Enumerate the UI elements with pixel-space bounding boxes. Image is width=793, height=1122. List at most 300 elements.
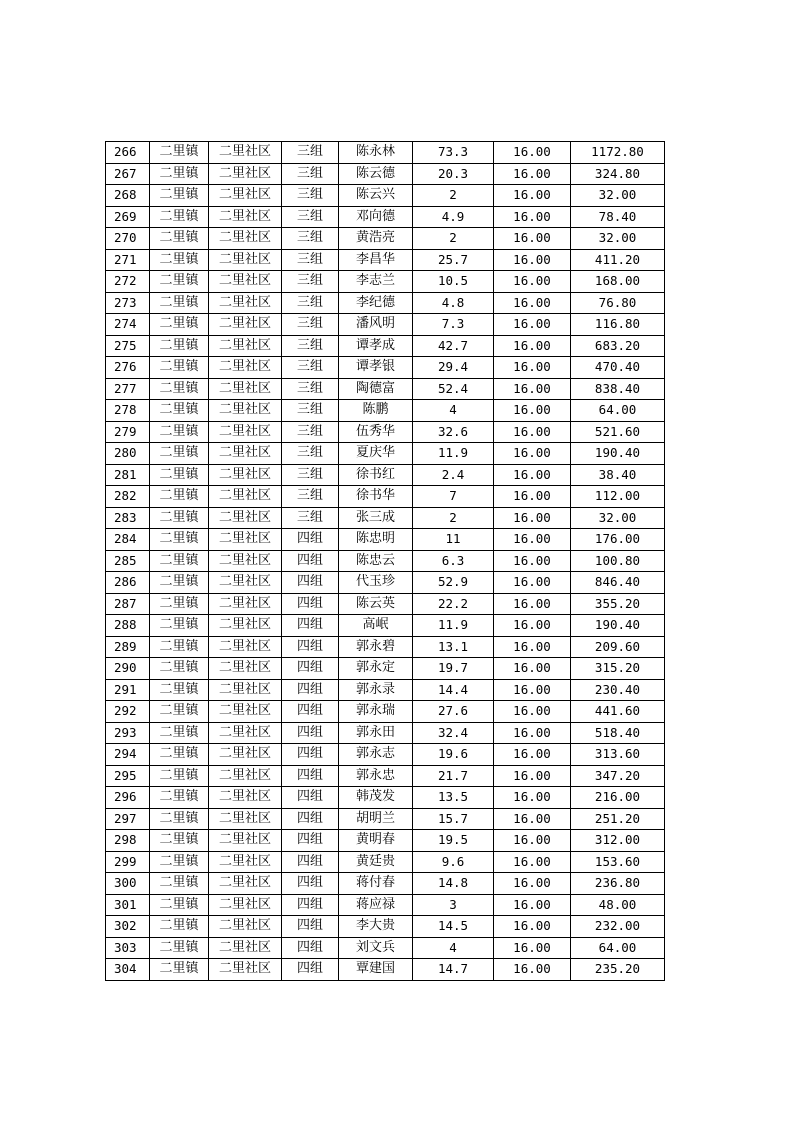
amount-cell: 112.00 bbox=[571, 486, 665, 508]
amount-cell: 324.80 bbox=[571, 163, 665, 185]
area-cell: 21.7 bbox=[413, 765, 494, 787]
amount-cell: 838.40 bbox=[571, 378, 665, 400]
group-cell: 四组 bbox=[282, 830, 339, 852]
name-cell: 郭永田 bbox=[339, 722, 413, 744]
area-cell: 19.6 bbox=[413, 744, 494, 766]
town-cell: 二里镇 bbox=[150, 185, 209, 207]
amount-cell: 235.20 bbox=[571, 959, 665, 981]
row-number-cell: 274 bbox=[106, 314, 150, 336]
community-cell: 二里社区 bbox=[209, 357, 282, 379]
rate-cell: 16.00 bbox=[494, 507, 571, 529]
area-cell: 11.9 bbox=[413, 443, 494, 465]
amount-cell: 209.60 bbox=[571, 636, 665, 658]
name-cell: 郭永定 bbox=[339, 658, 413, 680]
name-cell: 徐书华 bbox=[339, 486, 413, 508]
rate-cell: 16.00 bbox=[494, 636, 571, 658]
community-cell: 二里社区 bbox=[209, 636, 282, 658]
community-cell: 二里社区 bbox=[209, 507, 282, 529]
group-cell: 四组 bbox=[282, 894, 339, 916]
amount-cell: 176.00 bbox=[571, 529, 665, 551]
group-cell: 四组 bbox=[282, 959, 339, 981]
subsidy-table bbox=[105, 141, 665, 981]
amount-cell: 411.20 bbox=[571, 249, 665, 271]
area-cell: 73.3 bbox=[413, 142, 494, 164]
group-cell: 四组 bbox=[282, 636, 339, 658]
row-number-cell: 298 bbox=[106, 830, 150, 852]
community-cell: 二里社区 bbox=[209, 378, 282, 400]
community-cell: 二里社区 bbox=[209, 292, 282, 314]
table-row bbox=[106, 787, 665, 809]
group-cell: 四组 bbox=[282, 615, 339, 637]
area-cell: 7 bbox=[413, 486, 494, 508]
name-cell: 郭永志 bbox=[339, 744, 413, 766]
rate-cell: 16.00 bbox=[494, 658, 571, 680]
row-number-cell: 280 bbox=[106, 443, 150, 465]
amount-cell: 251.20 bbox=[571, 808, 665, 830]
group-cell: 三组 bbox=[282, 249, 339, 271]
row-number-cell: 299 bbox=[106, 851, 150, 873]
name-cell: 蒋应禄 bbox=[339, 894, 413, 916]
community-cell: 二里社区 bbox=[209, 873, 282, 895]
table-row bbox=[106, 937, 665, 959]
amount-cell: 355.20 bbox=[571, 593, 665, 615]
amount-cell: 518.40 bbox=[571, 722, 665, 744]
amount-cell: 441.60 bbox=[571, 701, 665, 723]
town-cell: 二里镇 bbox=[150, 335, 209, 357]
town-cell: 二里镇 bbox=[150, 163, 209, 185]
amount-cell: 168.00 bbox=[571, 271, 665, 293]
town-cell: 二里镇 bbox=[150, 464, 209, 486]
amount-cell: 38.40 bbox=[571, 464, 665, 486]
rate-cell: 16.00 bbox=[494, 314, 571, 336]
table-row bbox=[106, 744, 665, 766]
table-row bbox=[106, 486, 665, 508]
community-cell: 二里社区 bbox=[209, 335, 282, 357]
group-cell: 四组 bbox=[282, 787, 339, 809]
group-cell: 三组 bbox=[282, 464, 339, 486]
name-cell: 黄浩亮 bbox=[339, 228, 413, 250]
town-cell: 二里镇 bbox=[150, 765, 209, 787]
community-cell: 二里社区 bbox=[209, 421, 282, 443]
community-cell: 二里社区 bbox=[209, 916, 282, 938]
group-cell: 三组 bbox=[282, 206, 339, 228]
community-cell: 二里社区 bbox=[209, 185, 282, 207]
table-row bbox=[106, 292, 665, 314]
row-number-cell: 284 bbox=[106, 529, 150, 551]
community-cell: 二里社区 bbox=[209, 937, 282, 959]
row-number-cell: 300 bbox=[106, 873, 150, 895]
community-cell: 二里社区 bbox=[209, 851, 282, 873]
area-cell: 9.6 bbox=[413, 851, 494, 873]
rate-cell: 16.00 bbox=[494, 142, 571, 164]
table-row bbox=[106, 142, 665, 164]
group-cell: 三组 bbox=[282, 335, 339, 357]
table-row bbox=[106, 163, 665, 185]
table-row bbox=[106, 572, 665, 594]
row-number-cell: 271 bbox=[106, 249, 150, 271]
amount-cell: 683.20 bbox=[571, 335, 665, 357]
area-cell: 11.9 bbox=[413, 615, 494, 637]
rate-cell: 16.00 bbox=[494, 443, 571, 465]
area-cell: 22.2 bbox=[413, 593, 494, 615]
rate-cell: 16.00 bbox=[494, 357, 571, 379]
name-cell: 郭永瑞 bbox=[339, 701, 413, 723]
area-cell: 20.3 bbox=[413, 163, 494, 185]
community-cell: 二里社区 bbox=[209, 550, 282, 572]
row-number-cell: 278 bbox=[106, 400, 150, 422]
area-cell: 11 bbox=[413, 529, 494, 551]
rate-cell: 16.00 bbox=[494, 851, 571, 873]
name-cell: 郭永录 bbox=[339, 679, 413, 701]
town-cell: 二里镇 bbox=[150, 378, 209, 400]
community-cell: 二里社区 bbox=[209, 765, 282, 787]
group-cell: 四组 bbox=[282, 679, 339, 701]
community-cell: 二里社区 bbox=[209, 400, 282, 422]
name-cell: 张三成 bbox=[339, 507, 413, 529]
name-cell: 蒋付春 bbox=[339, 873, 413, 895]
row-number-cell: 296 bbox=[106, 787, 150, 809]
area-cell: 52.9 bbox=[413, 572, 494, 594]
group-cell: 四组 bbox=[282, 593, 339, 615]
row-number-cell: 291 bbox=[106, 679, 150, 701]
group-cell: 三组 bbox=[282, 486, 339, 508]
table-row bbox=[106, 851, 665, 873]
town-cell: 二里镇 bbox=[150, 228, 209, 250]
name-cell: 刘文兵 bbox=[339, 937, 413, 959]
row-number-cell: 268 bbox=[106, 185, 150, 207]
community-cell: 二里社区 bbox=[209, 529, 282, 551]
amount-cell: 76.80 bbox=[571, 292, 665, 314]
row-number-cell: 273 bbox=[106, 292, 150, 314]
area-cell: 4.9 bbox=[413, 206, 494, 228]
amount-cell: 313.60 bbox=[571, 744, 665, 766]
rate-cell: 16.00 bbox=[494, 292, 571, 314]
table-row bbox=[106, 249, 665, 271]
amount-cell: 312.00 bbox=[571, 830, 665, 852]
town-cell: 二里镇 bbox=[150, 830, 209, 852]
rate-cell: 16.00 bbox=[494, 335, 571, 357]
town-cell: 二里镇 bbox=[150, 206, 209, 228]
row-number-cell: 272 bbox=[106, 271, 150, 293]
area-cell: 10.5 bbox=[413, 271, 494, 293]
town-cell: 二里镇 bbox=[150, 572, 209, 594]
amount-cell: 315.20 bbox=[571, 658, 665, 680]
group-cell: 三组 bbox=[282, 400, 339, 422]
name-cell: 陈云英 bbox=[339, 593, 413, 615]
rate-cell: 16.00 bbox=[494, 722, 571, 744]
name-cell: 李大贵 bbox=[339, 916, 413, 938]
town-cell: 二里镇 bbox=[150, 249, 209, 271]
community-cell: 二里社区 bbox=[209, 206, 282, 228]
group-cell: 三组 bbox=[282, 443, 339, 465]
town-cell: 二里镇 bbox=[150, 593, 209, 615]
area-cell: 29.4 bbox=[413, 357, 494, 379]
name-cell: 谭孝成 bbox=[339, 335, 413, 357]
amount-cell: 190.40 bbox=[571, 443, 665, 465]
town-cell: 二里镇 bbox=[150, 679, 209, 701]
area-cell: 19.7 bbox=[413, 658, 494, 680]
community-cell: 二里社区 bbox=[209, 658, 282, 680]
table-row bbox=[106, 529, 665, 551]
rate-cell: 16.00 bbox=[494, 808, 571, 830]
amount-cell: 64.00 bbox=[571, 937, 665, 959]
rate-cell: 16.00 bbox=[494, 787, 571, 809]
community-cell: 二里社区 bbox=[209, 142, 282, 164]
table-body bbox=[106, 142, 665, 981]
amount-cell: 236.80 bbox=[571, 873, 665, 895]
row-number-cell: 288 bbox=[106, 615, 150, 637]
rate-cell: 16.00 bbox=[494, 744, 571, 766]
rate-cell: 16.00 bbox=[494, 593, 571, 615]
row-number-cell: 282 bbox=[106, 486, 150, 508]
rate-cell: 16.00 bbox=[494, 185, 571, 207]
group-cell: 三组 bbox=[282, 421, 339, 443]
name-cell: 黄廷贵 bbox=[339, 851, 413, 873]
community-cell: 二里社区 bbox=[209, 464, 282, 486]
amount-cell: 470.40 bbox=[571, 357, 665, 379]
group-cell: 四组 bbox=[282, 550, 339, 572]
town-cell: 二里镇 bbox=[150, 443, 209, 465]
town-cell: 二里镇 bbox=[150, 701, 209, 723]
row-number-cell: 293 bbox=[106, 722, 150, 744]
rate-cell: 16.00 bbox=[494, 249, 571, 271]
table-row bbox=[106, 679, 665, 701]
table-row bbox=[106, 185, 665, 207]
area-cell: 6.3 bbox=[413, 550, 494, 572]
row-number-cell: 275 bbox=[106, 335, 150, 357]
rate-cell: 16.00 bbox=[494, 937, 571, 959]
table-row bbox=[106, 701, 665, 723]
name-cell: 韩茂发 bbox=[339, 787, 413, 809]
town-cell: 二里镇 bbox=[150, 636, 209, 658]
group-cell: 四组 bbox=[282, 851, 339, 873]
rate-cell: 16.00 bbox=[494, 228, 571, 250]
table-row bbox=[106, 421, 665, 443]
name-cell: 夏庆华 bbox=[339, 443, 413, 465]
table-row bbox=[106, 722, 665, 744]
row-number-cell: 281 bbox=[106, 464, 150, 486]
area-cell: 3 bbox=[413, 894, 494, 916]
town-cell: 二里镇 bbox=[150, 400, 209, 422]
rate-cell: 16.00 bbox=[494, 679, 571, 701]
name-cell: 陈忠明 bbox=[339, 529, 413, 551]
table-row bbox=[106, 873, 665, 895]
table-row bbox=[106, 959, 665, 981]
community-cell: 二里社区 bbox=[209, 744, 282, 766]
table-row bbox=[106, 894, 665, 916]
name-cell: 覃建国 bbox=[339, 959, 413, 981]
community-cell: 二里社区 bbox=[209, 228, 282, 250]
area-cell: 7.3 bbox=[413, 314, 494, 336]
name-cell: 黄明春 bbox=[339, 830, 413, 852]
name-cell: 潘风明 bbox=[339, 314, 413, 336]
area-cell: 19.5 bbox=[413, 830, 494, 852]
area-cell: 14.8 bbox=[413, 873, 494, 895]
row-number-cell: 304 bbox=[106, 959, 150, 981]
row-number-cell: 286 bbox=[106, 572, 150, 594]
community-cell: 二里社区 bbox=[209, 271, 282, 293]
name-cell: 陶德富 bbox=[339, 378, 413, 400]
table-row bbox=[106, 335, 665, 357]
row-number-cell: 285 bbox=[106, 550, 150, 572]
rate-cell: 16.00 bbox=[494, 572, 571, 594]
town-cell: 二里镇 bbox=[150, 744, 209, 766]
town-cell: 二里镇 bbox=[150, 271, 209, 293]
town-cell: 二里镇 bbox=[150, 507, 209, 529]
area-cell: 4 bbox=[413, 400, 494, 422]
table-row bbox=[106, 808, 665, 830]
table-row bbox=[106, 357, 665, 379]
amount-cell: 32.00 bbox=[571, 228, 665, 250]
community-cell: 二里社区 bbox=[209, 894, 282, 916]
area-cell: 25.7 bbox=[413, 249, 494, 271]
table-row bbox=[106, 765, 665, 787]
row-number-cell: 283 bbox=[106, 507, 150, 529]
amount-cell: 347.20 bbox=[571, 765, 665, 787]
rate-cell: 16.00 bbox=[494, 615, 571, 637]
community-cell: 二里社区 bbox=[209, 787, 282, 809]
group-cell: 四组 bbox=[282, 873, 339, 895]
rate-cell: 16.00 bbox=[494, 400, 571, 422]
table-row bbox=[106, 443, 665, 465]
area-cell: 2 bbox=[413, 507, 494, 529]
name-cell: 陈鹏 bbox=[339, 400, 413, 422]
name-cell: 李志兰 bbox=[339, 271, 413, 293]
rate-cell: 16.00 bbox=[494, 830, 571, 852]
group-cell: 三组 bbox=[282, 228, 339, 250]
town-cell: 二里镇 bbox=[150, 787, 209, 809]
amount-cell: 153.60 bbox=[571, 851, 665, 873]
community-cell: 二里社区 bbox=[209, 593, 282, 615]
name-cell: 代玉珍 bbox=[339, 572, 413, 594]
area-cell: 15.7 bbox=[413, 808, 494, 830]
group-cell: 三组 bbox=[282, 357, 339, 379]
rate-cell: 16.00 bbox=[494, 701, 571, 723]
town-cell: 二里镇 bbox=[150, 722, 209, 744]
table-row bbox=[106, 314, 665, 336]
name-cell: 郭永忠 bbox=[339, 765, 413, 787]
table-row bbox=[106, 206, 665, 228]
amount-cell: 190.40 bbox=[571, 615, 665, 637]
town-cell: 二里镇 bbox=[150, 894, 209, 916]
town-cell: 二里镇 bbox=[150, 314, 209, 336]
name-cell: 徐书红 bbox=[339, 464, 413, 486]
row-number-cell: 279 bbox=[106, 421, 150, 443]
area-cell: 32.6 bbox=[413, 421, 494, 443]
community-cell: 二里社区 bbox=[209, 163, 282, 185]
area-cell: 13.5 bbox=[413, 787, 494, 809]
name-cell: 伍秀华 bbox=[339, 421, 413, 443]
row-number-cell: 289 bbox=[106, 636, 150, 658]
town-cell: 二里镇 bbox=[150, 421, 209, 443]
table-row bbox=[106, 464, 665, 486]
row-number-cell: 297 bbox=[106, 808, 150, 830]
table-row bbox=[106, 271, 665, 293]
amount-cell: 78.40 bbox=[571, 206, 665, 228]
community-cell: 二里社区 bbox=[209, 572, 282, 594]
name-cell: 陈云德 bbox=[339, 163, 413, 185]
rate-cell: 16.00 bbox=[494, 486, 571, 508]
area-cell: 2 bbox=[413, 228, 494, 250]
rate-cell: 16.00 bbox=[494, 765, 571, 787]
row-number-cell: 267 bbox=[106, 163, 150, 185]
row-number-cell: 269 bbox=[106, 206, 150, 228]
table-row bbox=[106, 636, 665, 658]
name-cell: 邓向德 bbox=[339, 206, 413, 228]
community-cell: 二里社区 bbox=[209, 701, 282, 723]
area-cell: 4.8 bbox=[413, 292, 494, 314]
amount-cell: 846.40 bbox=[571, 572, 665, 594]
town-cell: 二里镇 bbox=[150, 142, 209, 164]
name-cell: 郭永碧 bbox=[339, 636, 413, 658]
area-cell: 14.7 bbox=[413, 959, 494, 981]
rate-cell: 16.00 bbox=[494, 959, 571, 981]
community-cell: 二里社区 bbox=[209, 808, 282, 830]
row-number-cell: 276 bbox=[106, 357, 150, 379]
table-row bbox=[106, 916, 665, 938]
community-cell: 二里社区 bbox=[209, 679, 282, 701]
community-cell: 二里社区 bbox=[209, 249, 282, 271]
group-cell: 四组 bbox=[282, 572, 339, 594]
table-row bbox=[106, 507, 665, 529]
group-cell: 四组 bbox=[282, 722, 339, 744]
table-row bbox=[106, 615, 665, 637]
table-row bbox=[106, 378, 665, 400]
amount-cell: 116.80 bbox=[571, 314, 665, 336]
group-cell: 三组 bbox=[282, 271, 339, 293]
row-number-cell: 277 bbox=[106, 378, 150, 400]
amount-cell: 100.80 bbox=[571, 550, 665, 572]
rate-cell: 16.00 bbox=[494, 206, 571, 228]
name-cell: 陈云兴 bbox=[339, 185, 413, 207]
area-cell: 4 bbox=[413, 937, 494, 959]
area-cell: 42.7 bbox=[413, 335, 494, 357]
rate-cell: 16.00 bbox=[494, 271, 571, 293]
amount-cell: 230.40 bbox=[571, 679, 665, 701]
table-row bbox=[106, 658, 665, 680]
rate-cell: 16.00 bbox=[494, 421, 571, 443]
community-cell: 二里社区 bbox=[209, 486, 282, 508]
group-cell: 三组 bbox=[282, 378, 339, 400]
row-number-cell: 266 bbox=[106, 142, 150, 164]
name-cell: 陈忠云 bbox=[339, 550, 413, 572]
group-cell: 三组 bbox=[282, 142, 339, 164]
row-number-cell: 302 bbox=[106, 916, 150, 938]
group-cell: 四组 bbox=[282, 529, 339, 551]
name-cell: 李纪德 bbox=[339, 292, 413, 314]
amount-cell: 32.00 bbox=[571, 507, 665, 529]
group-cell: 三组 bbox=[282, 507, 339, 529]
town-cell: 二里镇 bbox=[150, 658, 209, 680]
community-cell: 二里社区 bbox=[209, 314, 282, 336]
group-cell: 四组 bbox=[282, 937, 339, 959]
table-row bbox=[106, 228, 665, 250]
amount-cell: 48.00 bbox=[571, 894, 665, 916]
rate-cell: 16.00 bbox=[494, 378, 571, 400]
row-number-cell: 270 bbox=[106, 228, 150, 250]
group-cell: 四组 bbox=[282, 765, 339, 787]
rate-cell: 16.00 bbox=[494, 550, 571, 572]
town-cell: 二里镇 bbox=[150, 873, 209, 895]
amount-cell: 32.00 bbox=[571, 185, 665, 207]
row-number-cell: 292 bbox=[106, 701, 150, 723]
area-cell: 13.1 bbox=[413, 636, 494, 658]
town-cell: 二里镇 bbox=[150, 550, 209, 572]
town-cell: 二里镇 bbox=[150, 937, 209, 959]
town-cell: 二里镇 bbox=[150, 486, 209, 508]
area-cell: 32.4 bbox=[413, 722, 494, 744]
community-cell: 二里社区 bbox=[209, 443, 282, 465]
